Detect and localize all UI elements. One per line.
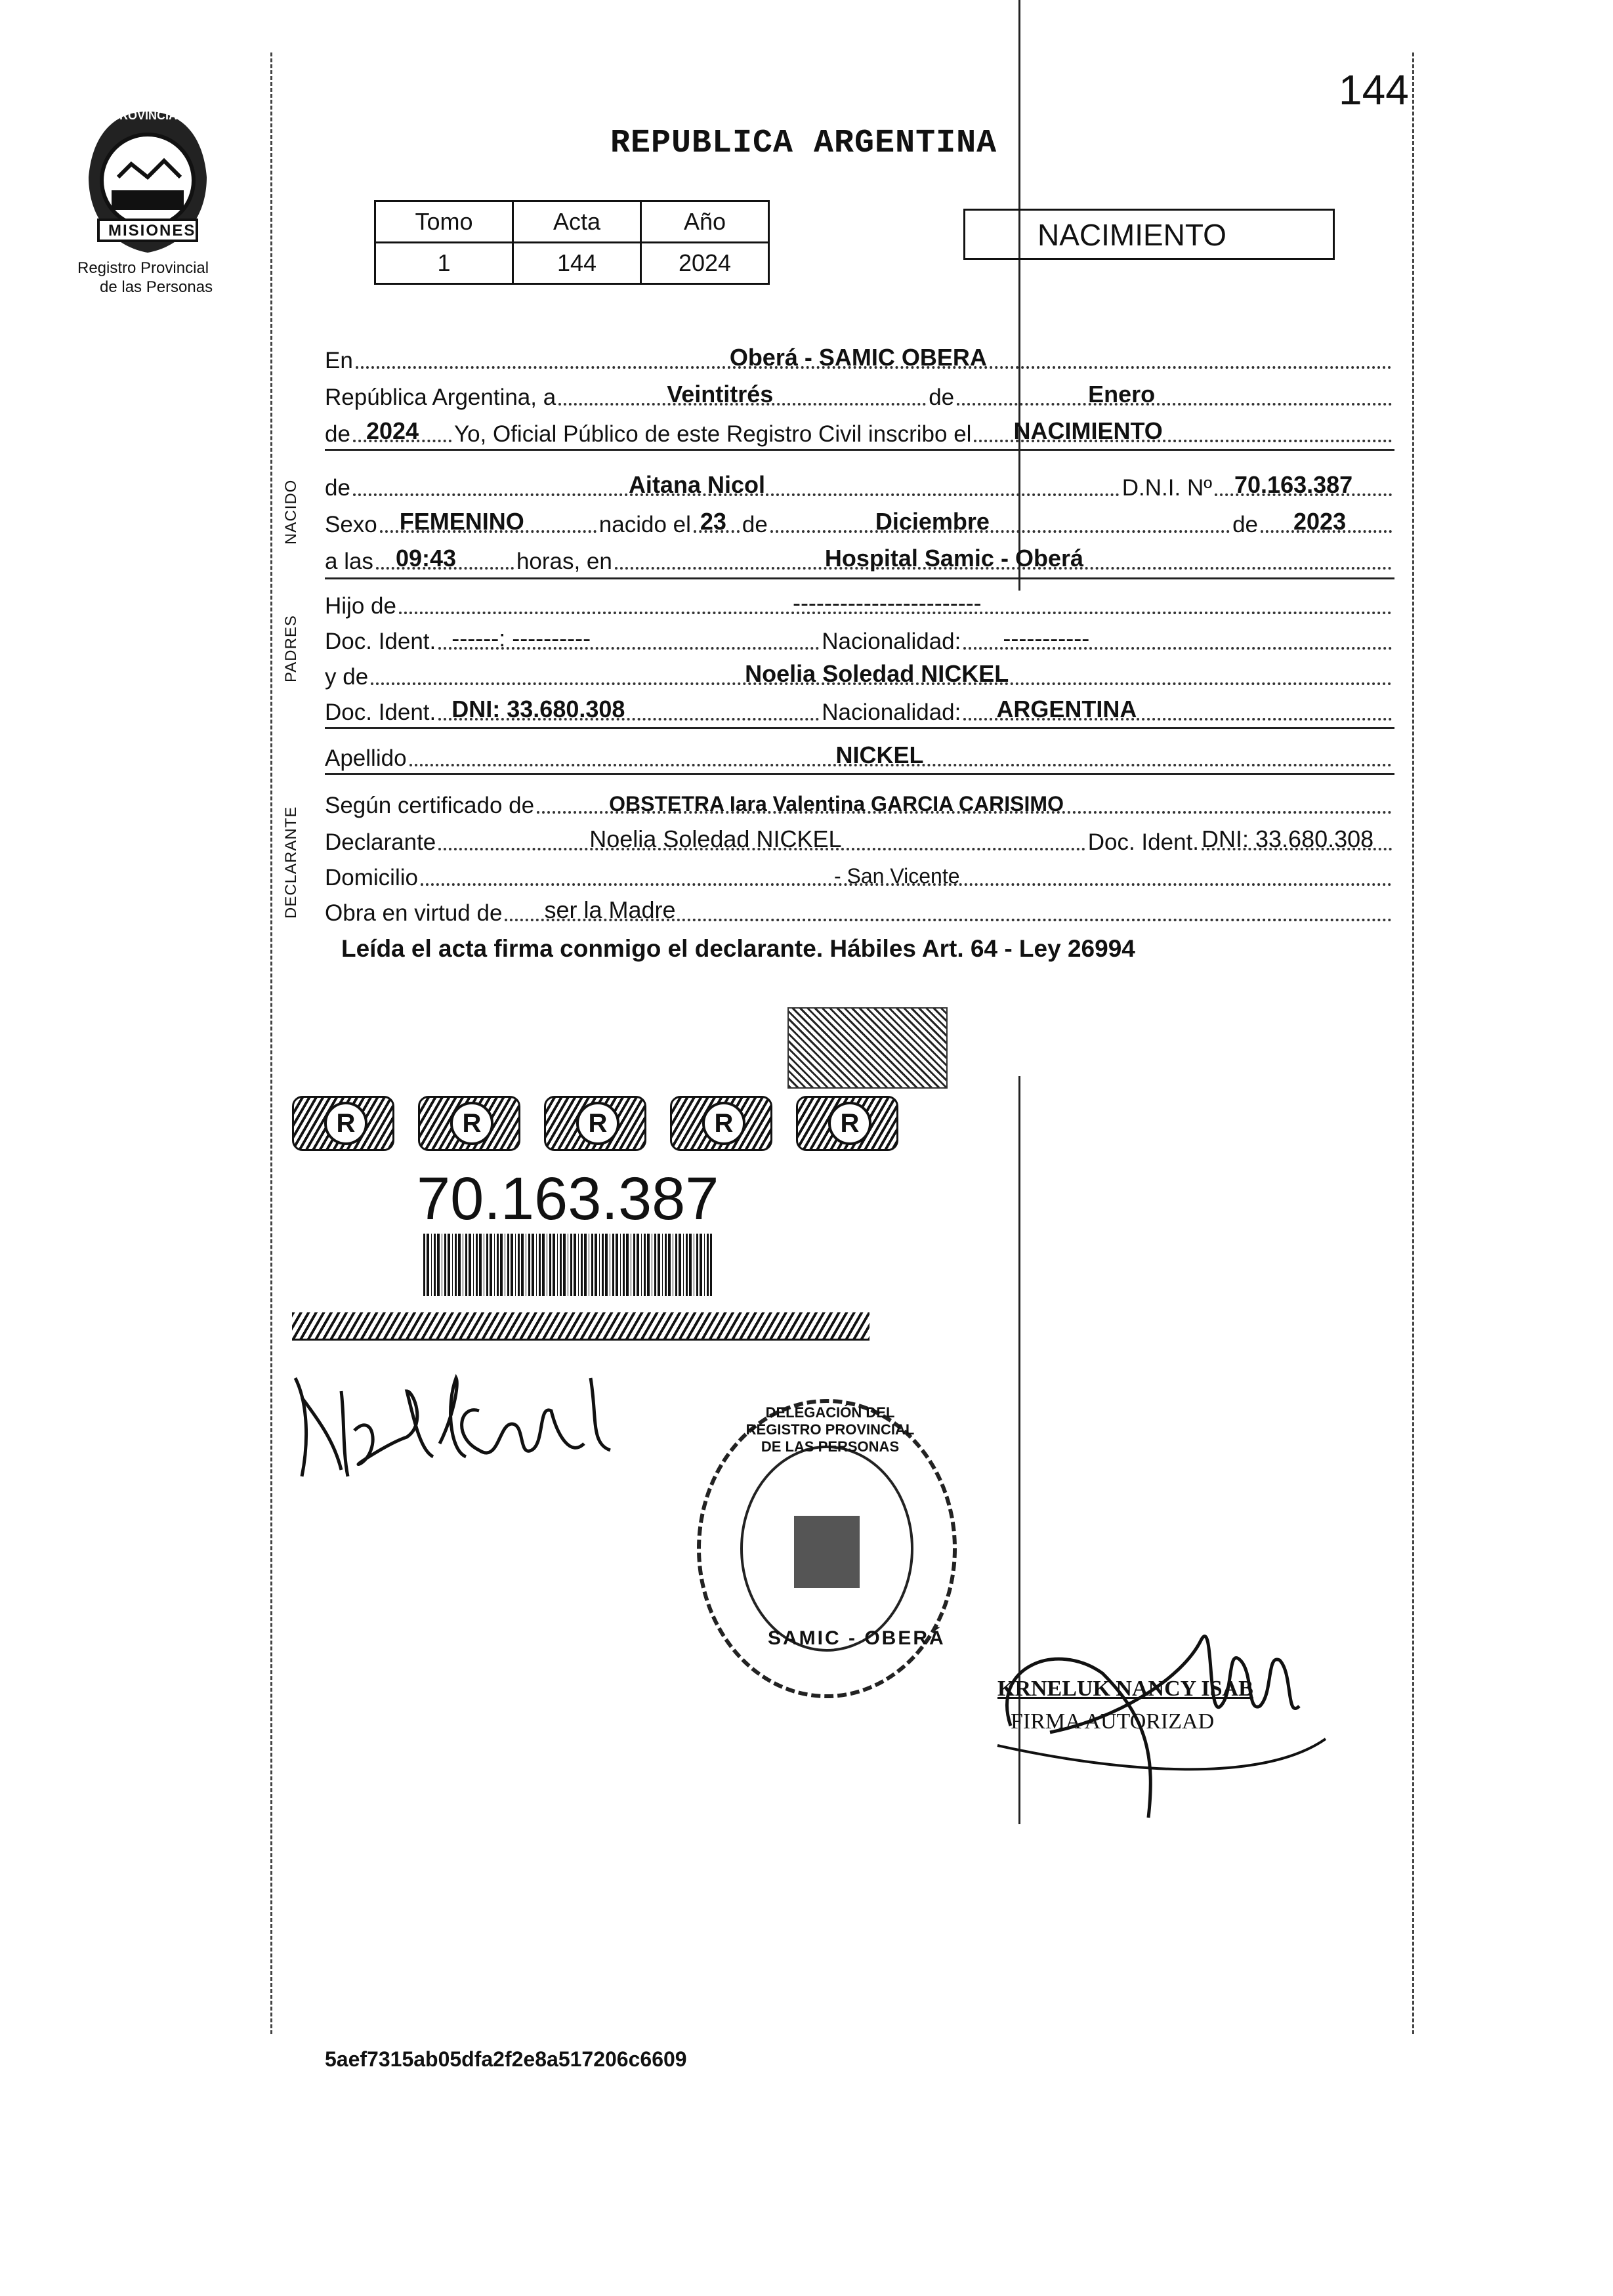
official-seal bbox=[689, 1391, 965, 1706]
sexo-line: Sexo FEMENINO nacido el 23 de Diciembre de 2023 bbox=[325, 507, 1394, 538]
domicilio-value: - San Vicente bbox=[833, 864, 960, 888]
declarante-label: DECLARANTE bbox=[282, 806, 300, 919]
doc2-line: Doc. Ident. DNI: 33.680.308 Nacionalidad: ARGENTINA bbox=[325, 694, 1394, 726]
ano-value: 2024 bbox=[641, 243, 769, 284]
sticker-bottom-band bbox=[292, 1312, 869, 1341]
nacido-name-line: de Aitana Nicol D.N.I. Nº 70.163.387 bbox=[325, 470, 1394, 501]
record-type-label: NACIMIENTO bbox=[1037, 218, 1226, 252]
sticker-top-band: R R R R R bbox=[292, 1096, 922, 1154]
document-hash: 5aef7315ab05dfa2f2e8a517206c6609 bbox=[325, 2047, 687, 2071]
en-value: Oberá - SAMIC OBERA bbox=[729, 344, 987, 371]
acta-value: 144 bbox=[513, 243, 641, 284]
record-type-box bbox=[963, 209, 1335, 260]
sticker-barcode bbox=[423, 1234, 712, 1296]
separator-1 bbox=[325, 449, 1394, 451]
left-margin-line bbox=[270, 52, 272, 2034]
declarante-signature bbox=[282, 1352, 650, 1483]
madre-value: Noelia Soledad NICKEL bbox=[745, 660, 1009, 687]
nacido-year: 2023 bbox=[1293, 508, 1347, 535]
certificado-line: Según certificado de OBSTETRA Iara Valentina GARCIA CARISIMO bbox=[325, 787, 1394, 819]
nacido-name: Aitana Nicol bbox=[628, 471, 765, 498]
madre-line: y de Noelia Soledad NICKEL bbox=[325, 659, 1394, 690]
separator-3 bbox=[325, 727, 1394, 729]
logo-caption-1: Registro Provincial bbox=[77, 259, 209, 277]
logo-banner-text: MISIONES bbox=[108, 222, 196, 240]
seal-bottom-text: SAMIC - OBERÁ bbox=[768, 1627, 946, 1649]
tomo-acta-ano-table bbox=[374, 200, 770, 285]
id-sticker bbox=[292, 1096, 869, 1345]
document-title: REPUBLICA ARGENTINA bbox=[610, 125, 997, 162]
nacido-day: 23 bbox=[700, 508, 726, 535]
doc1-line: Doc. Ident. ------: ---------- Nacionalidad: ----------- bbox=[325, 623, 1394, 655]
right-margin-line bbox=[1412, 52, 1414, 2034]
nacido-label: NACIDO bbox=[282, 479, 300, 545]
month-value: Enero bbox=[1088, 381, 1156, 407]
page-number: 144 bbox=[1339, 66, 1409, 114]
nacido-dni: 70.163.387 bbox=[1234, 471, 1353, 498]
tomo-header: Tomo bbox=[375, 201, 513, 243]
separator-4 bbox=[325, 773, 1394, 775]
logo-caption-2: de las Personas bbox=[100, 278, 213, 296]
year-value: 2024 bbox=[366, 417, 419, 444]
center-fold-line bbox=[1018, 0, 1020, 591]
certificado-value: OBSTETRA Iara Valentina GARCIA CARISIMO bbox=[609, 792, 1064, 816]
fecha-line: República Argentina, a Veintitrés de Enero bbox=[325, 379, 1394, 411]
declarante-value: Noelia Soledad NICKEL bbox=[589, 825, 842, 852]
separator-2 bbox=[325, 577, 1394, 579]
seal-text: DELEGACIÓN DEL REGISTRO PROVINCIAL DE LAS PERSONAS bbox=[745, 1404, 915, 1455]
ano-header: Año bbox=[641, 201, 769, 243]
padres-label: PADRES bbox=[282, 615, 300, 682]
acta-header: Acta bbox=[513, 201, 641, 243]
sexo-value: FEMENINO bbox=[399, 508, 524, 535]
nacido-month: Diciembre bbox=[875, 508, 990, 535]
official-role: FIRMA AUTORIZAD bbox=[1011, 1709, 1215, 1734]
hijo-value: ------------------------ bbox=[792, 589, 982, 616]
day-value: Veintitrés bbox=[667, 381, 774, 407]
obra-line: Obra en virtud de ser la Madre bbox=[325, 895, 1394, 927]
registro-logo bbox=[72, 105, 223, 256]
hora-line: a las 09:43 horas, en Hospital Samic - Oberá bbox=[325, 543, 1394, 575]
declarante-line: Declarante Noelia Soledad NICKEL Doc. Ident. DNI: 33.680.308 bbox=[325, 824, 1394, 856]
logo-arc-text: PROVINCIA DE bbox=[112, 109, 197, 122]
security-stamp bbox=[787, 1007, 948, 1089]
closing-text: Leída el acta firma conmigo el declarante. Hábiles Art. 64 - Ley 26994 bbox=[341, 935, 1135, 962]
domicilio-line: Domicilio - San Vicente bbox=[325, 860, 1394, 891]
official-name: KRNELUK NANCY ISAB bbox=[997, 1677, 1253, 1701]
en-line: En Oberá - SAMIC OBERA bbox=[325, 343, 1394, 374]
declarante-doc-value: DNI: 33.680.308 bbox=[1202, 825, 1374, 852]
nacido-time: 09:43 bbox=[395, 545, 457, 572]
nac2-value: ARGENTINA bbox=[996, 696, 1137, 722]
nacido-place: Hospital Samic - Oberá bbox=[824, 545, 1083, 572]
apellido-line: Apellido NICKEL bbox=[325, 740, 1394, 772]
act-value: NACIMIENTO bbox=[1013, 417, 1163, 444]
inscribo-line: de 2024 Yo, Oficial Público de este Registro Civil inscribo el NACIMIENTO bbox=[325, 416, 1394, 448]
official-signature bbox=[984, 1509, 1352, 1824]
doc1-value: ------: ---------- bbox=[451, 625, 591, 652]
doc2-value: DNI: 33.680.308 bbox=[451, 696, 625, 722]
nac1-value: ----------- bbox=[1003, 625, 1090, 652]
obra-value: ser la Madre bbox=[544, 896, 676, 923]
tomo-value: 1 bbox=[375, 243, 513, 284]
hijo-line: Hijo de ------------------------ bbox=[325, 588, 1394, 619]
sticker-number: 70.163.387 bbox=[417, 1165, 719, 1232]
apellido-value: NICKEL bbox=[835, 741, 924, 768]
